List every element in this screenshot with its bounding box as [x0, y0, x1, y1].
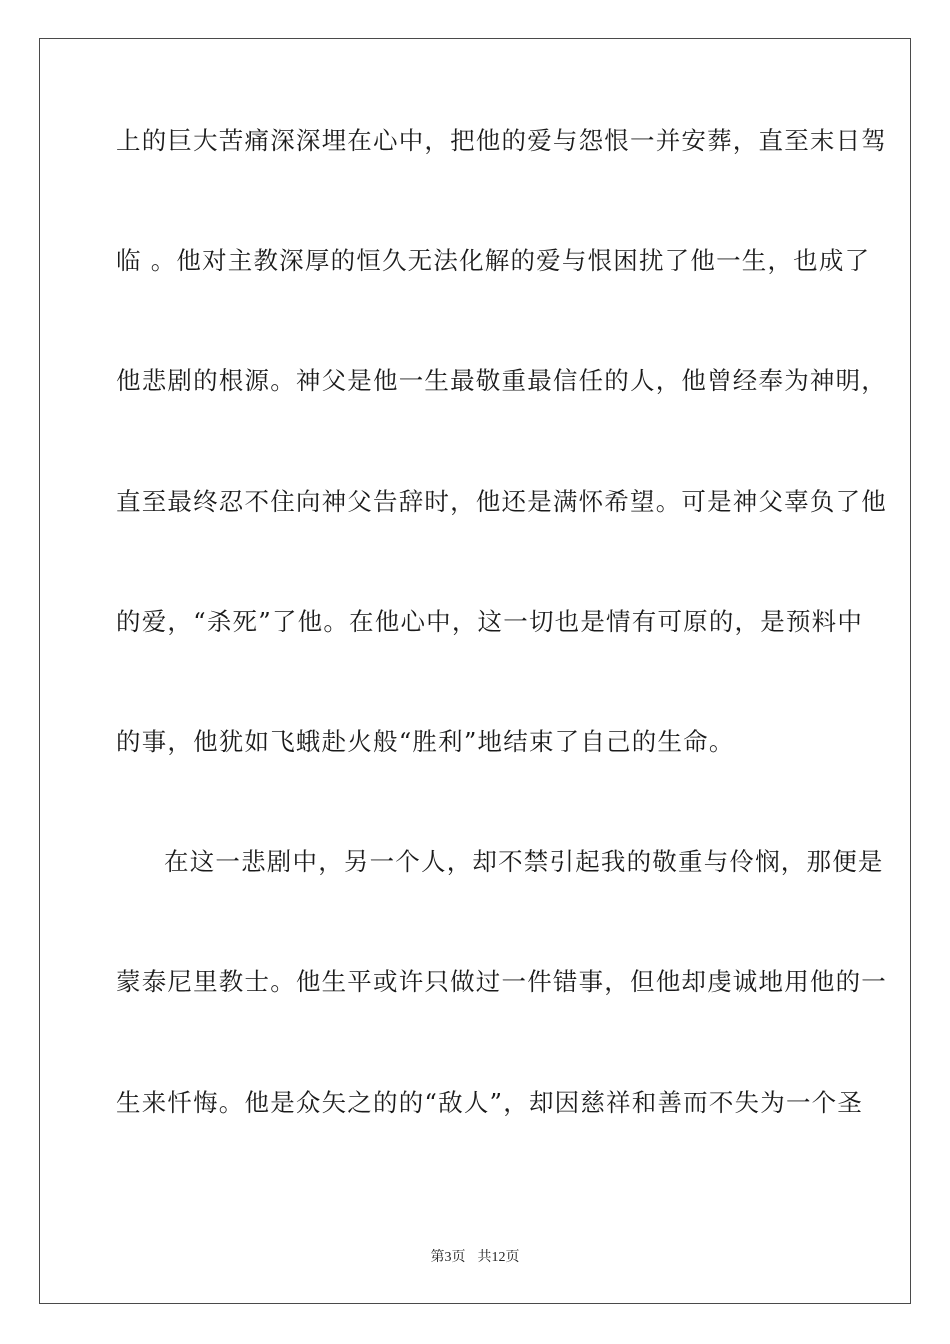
text-line-7: 在这一悲剧中，另一个人，却不禁引起我的敬重与伶悯，那便是: [164, 847, 884, 877]
text-line-4: 直至最终忍不住向神父告辞时，他还是满怀希望。可是神父辜负了他: [116, 486, 887, 516]
page-footer: [0, 1246, 950, 1266]
text-line-6: 的事，他犹如飞蛾赴火般“胜利”地结束了自己的生命。: [116, 726, 735, 756]
page-total: 共12页: [477, 1250, 520, 1265]
document-body: [116, 116, 887, 1198]
text-line-8: 蒙泰尼里教士。他生平或许只做过一件错事，但他却虔诚地用他的一: [116, 967, 887, 997]
text-line-1: 上的巨大苦痛深深埋在心中，把他的爱与怨恨一并安葬，直至末日驾: [116, 126, 887, 155]
page-number: 第3页: [430, 1250, 466, 1265]
text-line-2: 临 。他对主教深厚的恒久无法化解的爱与恨困扰了他一生，也成了: [116, 246, 871, 276]
text-line-5: 的爱，“杀死”了他。在他心中，这一切也是情有可原的，是预料中: [116, 606, 864, 636]
text-line-3: 他悲剧的根源。神父是他一生最敬重最信任的人，他曾经奉为神明，: [116, 366, 887, 396]
text-line-9: 生来忏悔。他是众矢之的的“敌人”，却因慈祥和善而不失为一个圣: [116, 1087, 864, 1117]
